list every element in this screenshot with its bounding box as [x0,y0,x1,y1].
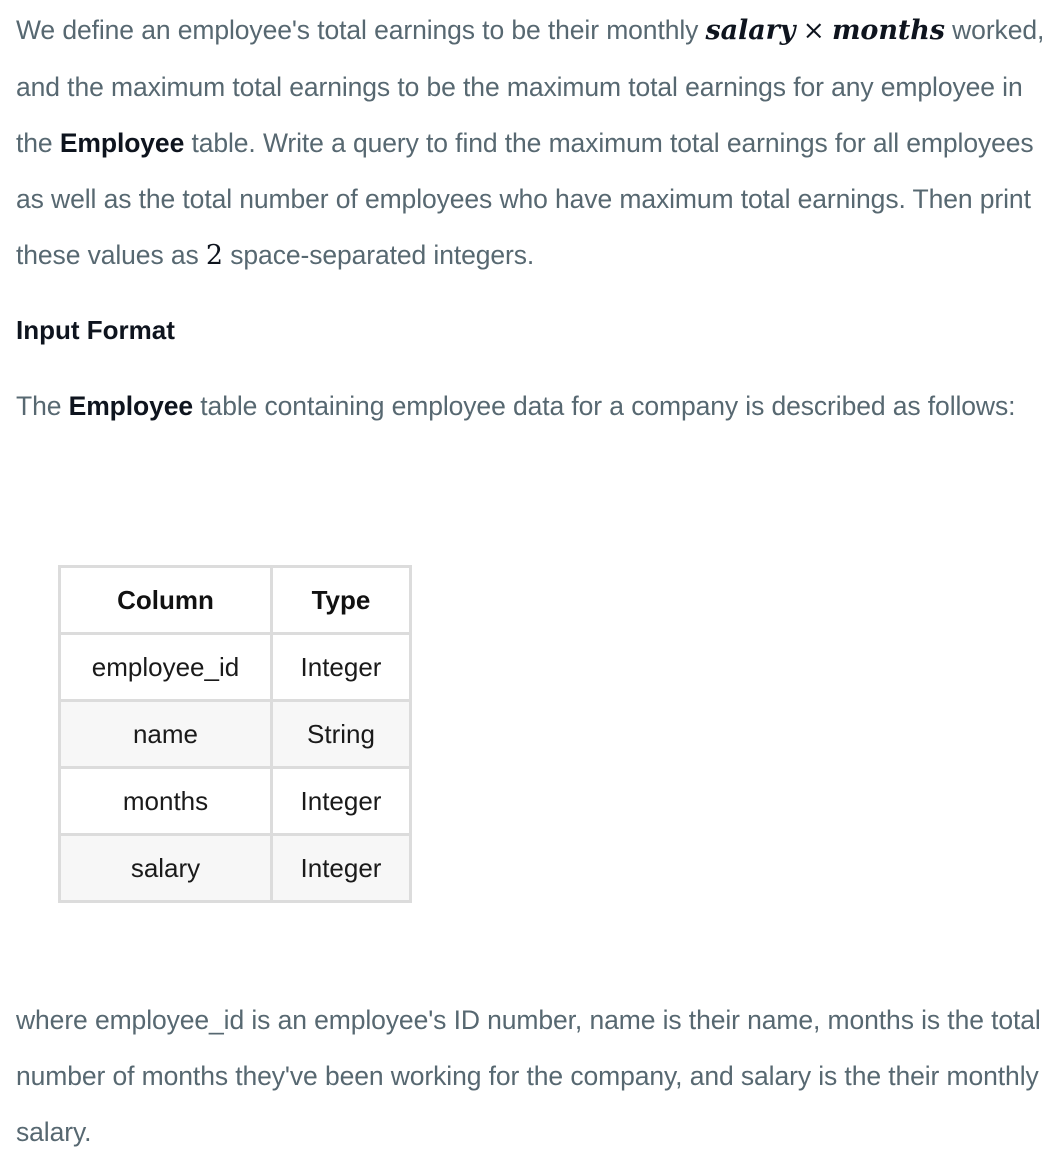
intro-paragraph [16,2,1046,284]
column-cell: name [60,701,272,768]
column-header: Column [60,567,272,634]
table-row [60,701,411,768]
type-header: Type [272,567,411,634]
column-cell: months [60,768,272,835]
table-row [60,634,411,701]
intro-text-2: worked, and the maximum total earnings to be the maximum total earnings for any employee in the [16,15,1045,158]
input-format-table-name: Employee [68,391,194,421]
input-format-text-1: The [16,391,69,421]
input-format-heading: Input Format [16,315,175,345]
type-cell: Integer [272,768,411,835]
type-cell: String [272,701,411,768]
table-row [60,768,411,835]
intro-text-4: space-separated integers. [223,240,535,270]
intro-text-1: We define an employee's total earnings to be their monthly [16,15,706,45]
math-salary: salary [705,15,796,46]
intro-text-3: table. Write a query to find the maximum total earnings for all employees as well as the total number of employees who have maximum total earnings. Then print these values as [16,128,1034,270]
column-cell: salary [60,835,272,902]
math-two: 2 [205,240,223,271]
employee-schema-table [58,565,412,903]
explanation-paragraph: where employee_id is an employee's ID number, name is their name, months is the total number of months they've been working for the company, and salary is the their monthly salary. [16,1005,1041,1147]
column-cell: employee_id [60,634,272,701]
table-row [60,835,411,902]
table-header-row [60,567,411,634]
input-format-text-2: table containing employee data for a company is described as follows: [193,391,1016,421]
type-cell: Integer [272,634,411,701]
math-times-operator: × [802,15,825,46]
intro-table-name: Employee [59,128,185,158]
input-format-paragraph [16,378,1046,434]
type-cell: Integer [272,835,411,902]
math-months: months [831,15,945,46]
